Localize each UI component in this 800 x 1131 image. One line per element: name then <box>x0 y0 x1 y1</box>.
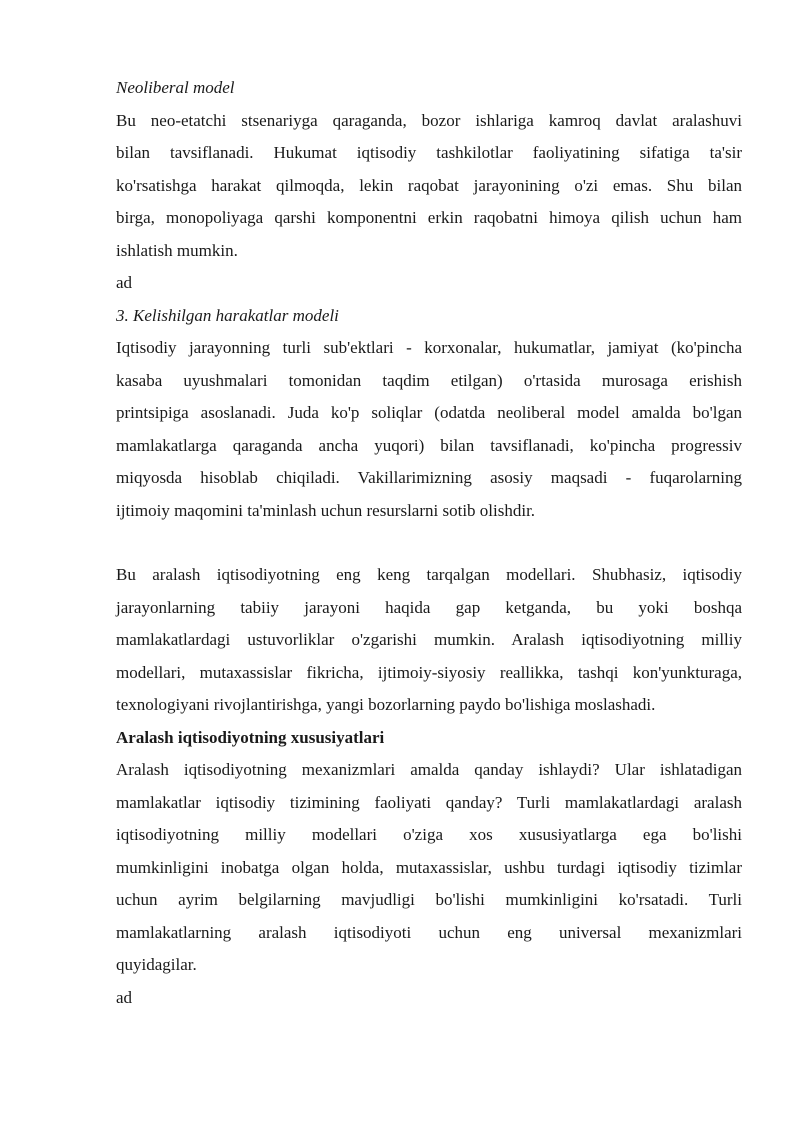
text-line: quyidagilar. <box>116 955 197 974</box>
text-line: iqtisodiyotning milliy modellari o'ziga xos xususiyatlarga ega bo'lishi <box>116 825 742 844</box>
text-line: Bu aralash iqtisodiyotning eng keng tarqalgan modellari. Shubhasiz, iqtisodiy <box>116 565 742 584</box>
text-line: printsipiga asoslanadi. Juda ko'p soliqlar (odatda neoliberal model amalda bo'lgan <box>116 403 742 422</box>
text-line: birga, monopoliyaga qarshi komponentni erkin raqobatni himoya qilish uchun ham <box>116 208 742 227</box>
text-line: mamlakatlar iqtisodiy tizimining faoliyati qanday? Turli mamlakatlardagi aralash <box>116 792 742 812</box>
section-heading-neoliberal: Neoliberal model <box>116 78 235 97</box>
text-line: jarayonlarning tabiiy jarayoni haqida gap ketganda, bu yoki boshqa <box>116 597 742 617</box>
section-heading-features: Aralash iqtisodiyotning xususiyatlari <box>116 727 385 747</box>
text-line: bilan tavsiflanadi. Hukumat iqtisodiy tashkilotlar faoliyatining sifatiga ta'sir <box>116 143 742 162</box>
text-line: mamlakatlardagi ustuvorliklar o'zgarishi mumkin. Aralash iqtisodiyotning milliy <box>116 630 742 649</box>
text-line: miqyosda hisoblab chiqiladi. Vakillarimizning asosiy maqsadi - fuqarolarning <box>116 468 742 487</box>
text-line: ishlatish mumkin. <box>116 240 238 260</box>
paragraph-neoliberal <box>116 105 742 268</box>
text-line: kasaba uyushmalari tomonidan taqdim etilgan) o'rtasida murosaga erishish <box>116 370 742 390</box>
paragraph-concerted <box>116 332 742 527</box>
text-line: mumkinligini inobatga olgan holda, mutaxassislar, ushbu turdagi iqtisodiy tizimlar <box>116 857 742 877</box>
paragraph-summary <box>116 559 742 722</box>
section-heading-concerted: 3. Kelishilgan harakatlar modeli <box>116 305 339 325</box>
text-line: Bu neo-etatchi stsenariyga qaraganda, bozor ishlariga kamroq davlat aralashuvi <box>116 110 742 130</box>
paragraph-gap <box>116 527 742 559</box>
text-line: Aralash iqtisodiyotning mexanizmlari amalda qanday ishlaydi? Ular ishlatadigan <box>116 760 742 779</box>
text-line: texnologiyani rivojlantirishga, yangi bozorlarning paydo bo'lishiga moslashadi. <box>116 695 656 714</box>
text-line: ko'rsatishga harakat qilmoqda, lekin raqobat jarayonining o'zi emas. Shu bilan <box>116 175 742 195</box>
text-line: mamlakatlarga qaraganda ancha yuqori) bilan tavsiflanadi, ko'pincha progressiv <box>116 435 742 455</box>
paragraph-features <box>116 754 742 982</box>
document-page <box>116 72 742 1014</box>
ad-marker: ad <box>116 273 133 292</box>
text-line: mamlakatlarning aralash iqtisodiyoti uchun eng universal mexanizmlari <box>116 922 742 942</box>
text-line: modellari, mutaxassislar fikricha, ijtimoiy-siyosiy reallikka, tashqi kon'yunkturaga, <box>116 662 742 682</box>
ad-marker: ad <box>116 987 133 1007</box>
text-line: uchun ayrim belgilarning mavjudligi bo'lishi mumkinligini ko'rsatadi. Turli <box>116 890 742 909</box>
text-line: ijtimoiy maqomini ta'minlash uchun resurslarni sotib olishdir. <box>116 500 536 520</box>
text-line: Iqtisodiy jarayonning turli sub'ektlari - korxonalar, hukumatlar, jamiyat (ko'pincha <box>116 338 742 357</box>
